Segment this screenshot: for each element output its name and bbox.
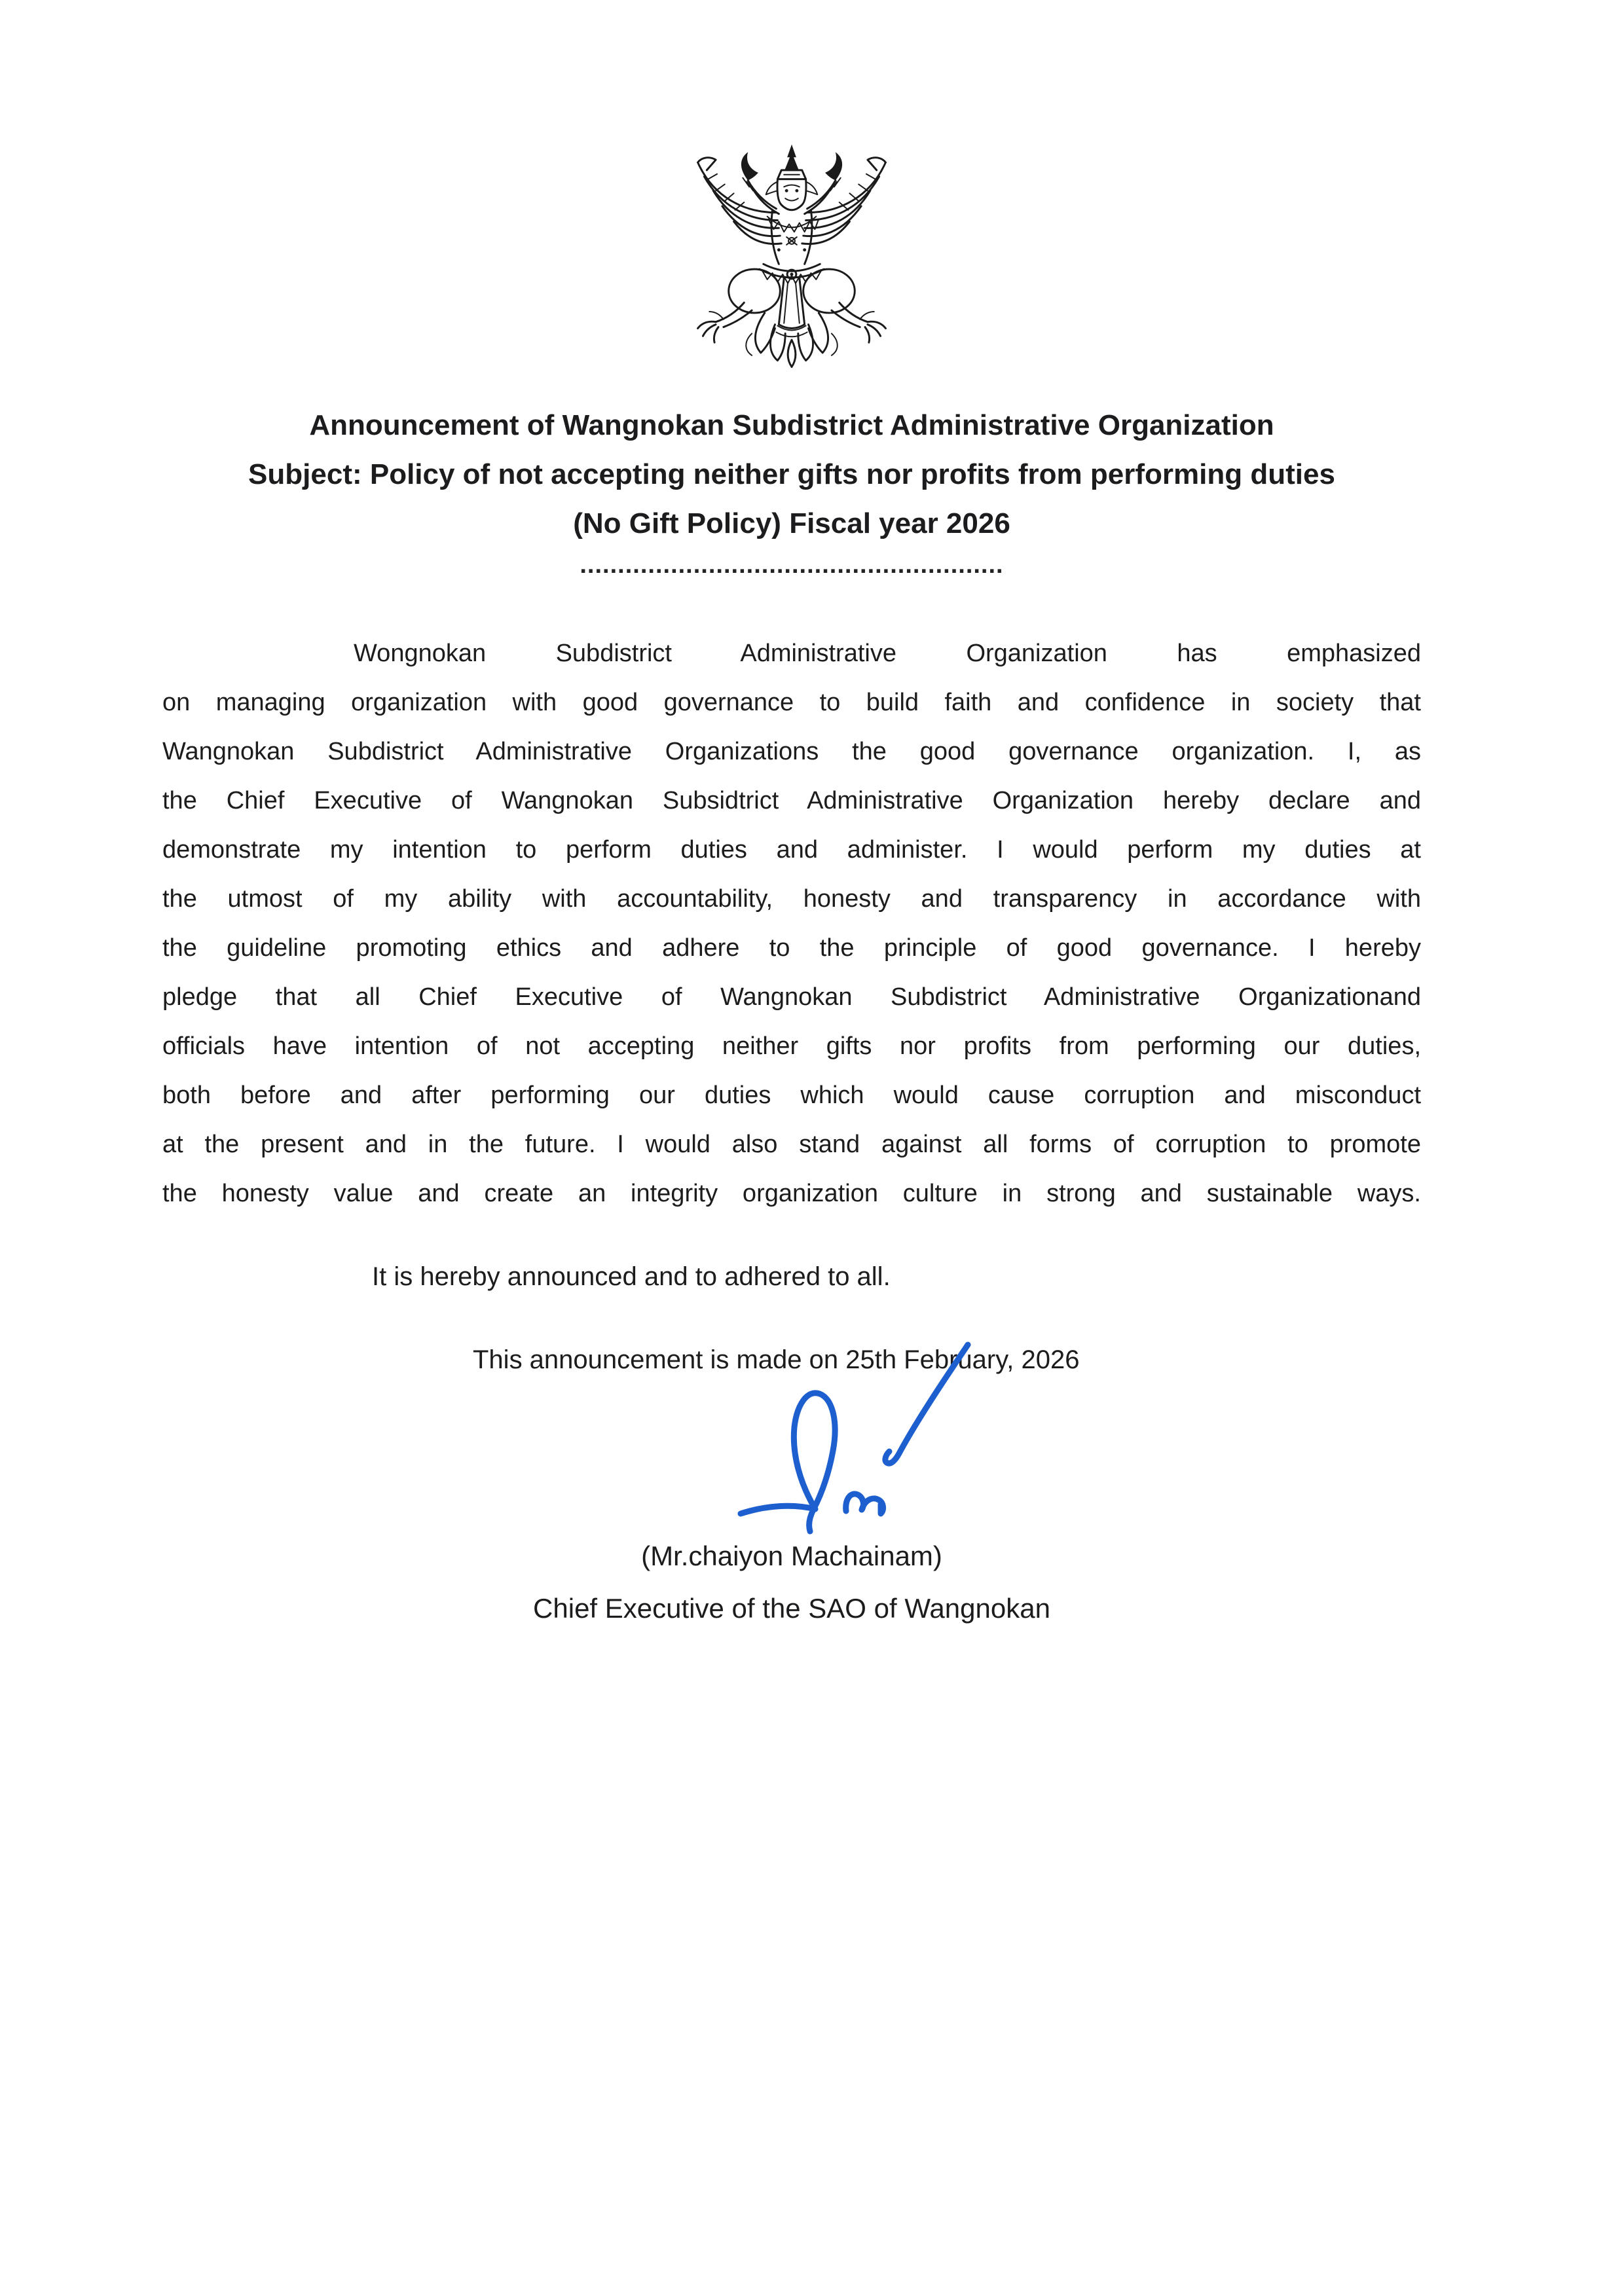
signature-ink <box>717 1337 992 1546</box>
body-line: pledge that all Chief Executive of Wangnokan Subdistrict Administrative Organizationand <box>162 983 1421 1011</box>
signer-name: (Mr.chaiyon Machainam) <box>641 1540 942 1571</box>
body-line: the Chief Executive of Wangnokan Subsidtrict Administrative Organization hereby declare and <box>162 787 1421 814</box>
body-line: the utmost of my ability with accountability, honesty and transparency in accordance with <box>162 885 1421 913</box>
dotted-separator: ........................................................ <box>580 551 1004 579</box>
garuda-emblem <box>682 139 901 373</box>
body-line: demonstrate my intention to perform duties and administer. I would perform my duties at <box>162 836 1421 864</box>
date-line: This announcement is made on 25th February, 2026 <box>473 1345 1080 1374</box>
announcement-body <box>162 629 1421 1218</box>
signer-title: Chief Executive of the SAO of Wangnokan <box>533 1593 1050 1624</box>
policy-year-line: (No Gift Policy) Fiscal year 2026 <box>573 507 1010 539</box>
body-line: officials have intention of not accepting neither gifts nor profits from performing our duties, <box>162 1032 1421 1060</box>
announcement-title: Announcement of Wangnokan Subdistrict Administrative Organization <box>309 409 1274 441</box>
body-line: Wangnokan Subdistrict Administrative Organizations the good governance organization. I, as <box>162 738 1421 765</box>
body-line: both before and after performing our duties which would cause corruption and misconduct <box>162 1082 1421 1109</box>
body-line: at the present and in the future. I would also stand against all forms of corruption to promote <box>162 1131 1421 1158</box>
closing-statement: It is hereby announced and to adhered to all. <box>372 1262 891 1291</box>
subject-line: Subject: Policy of not accepting neither gifts nor profits from performing duties <box>248 458 1335 490</box>
body-line: on managing organization with good governance to build faith and confidence in society that <box>162 689 1421 716</box>
body-line: the guideline promoting ethics and adhere to the principle of good governance. I hereby <box>162 934 1421 962</box>
body-line: Wongnokan Subdistrict Administrative Organization has emphasized <box>354 640 1421 667</box>
body-line: the honesty value and create an integrity organization culture in strong and sustainable ways. <box>162 1180 1421 1207</box>
